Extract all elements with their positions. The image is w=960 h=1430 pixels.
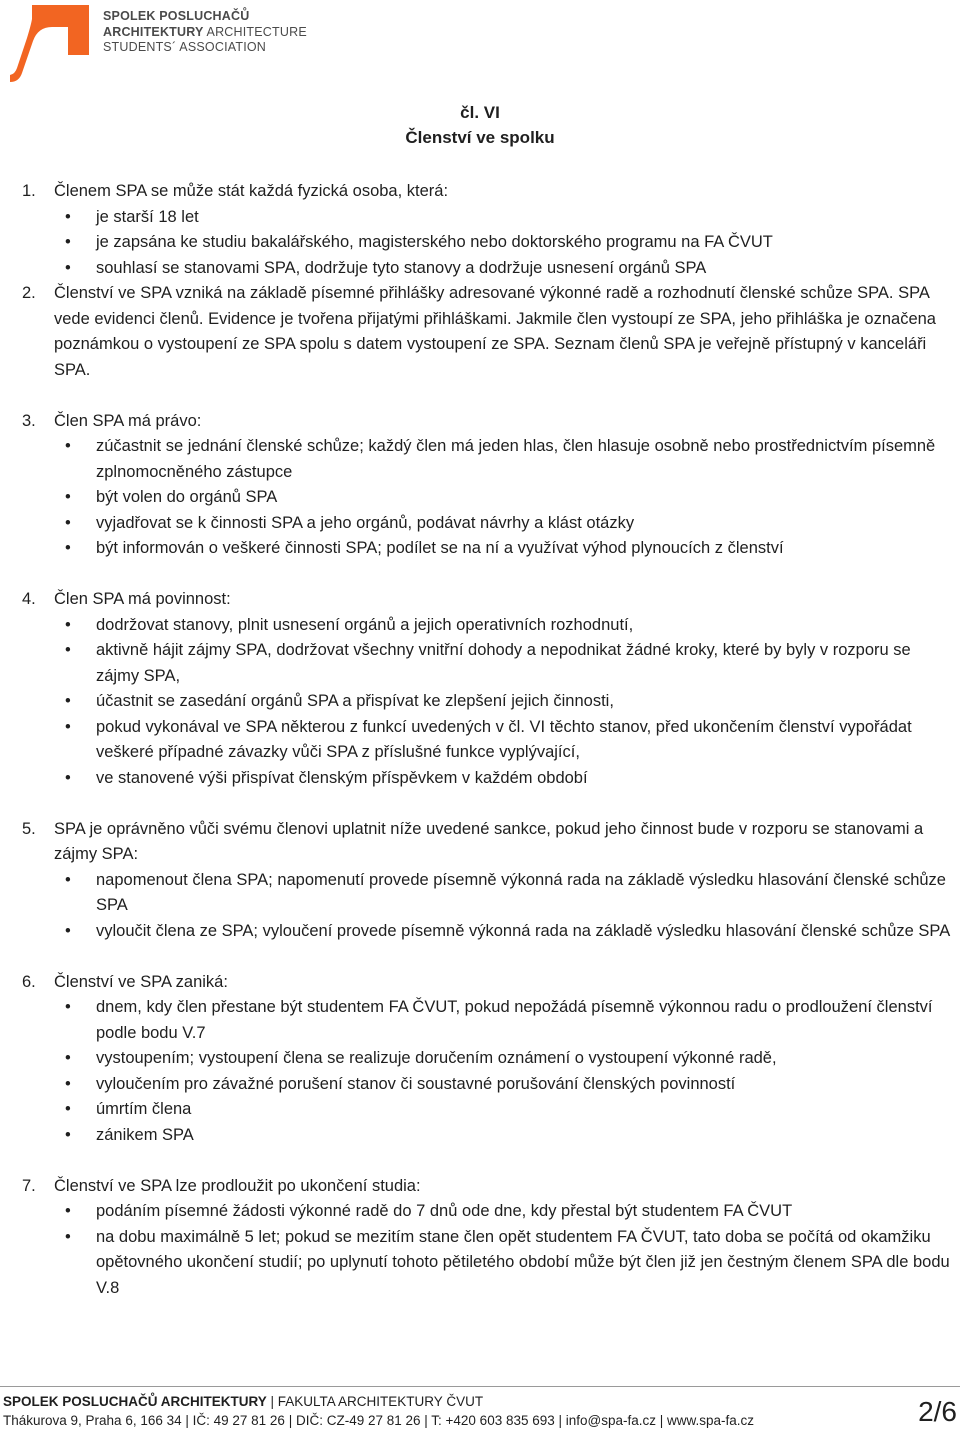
section-5 [22, 817, 957, 945]
logo-shape [10, 5, 89, 82]
section-text: Člen SPA má právo: [54, 411, 202, 430]
footer-divider [0, 1386, 960, 1387]
section-number: 3. [22, 411, 36, 430]
section-text: Členství ve SPA vzniká na základě písemné přihlášky adresované výkonné radě a rozhodnutí členské schůze SPA. SPA vede evidenci členů. Evidence je tvořena přijatými přihláškami. Jakmile člen vystoupí ze SPA, jeho přihláška je označena poznámkou o vystoupení ze SPA spolu s datem vystoupení ze SPA. Seznam členů SPA je veřejně přístupný v kanceláři SPA. [54, 284, 936, 379]
list-item: • na dobu maximálně 5 let; pokud se mezitím stane člen opět studentem FA ČVUT, tato doba se počítá od okamžiku opětovného ukončení studií; po uplynutí tohoto pětiletého období může být člen již jen čestným členem SPA dle bodu V.8 [96, 1225, 957, 1302]
section-text: Členství ve SPA lze prodloužit po ukončení studia: [54, 1176, 421, 1195]
org-line-3: STUDENTS´ ASSOCIATION [103, 40, 267, 54]
list-item: • zúčastnit se jednání členské schůze; každý člen má jeden hlas, člen hlasuje osobně nebo prostřednictvím písemně zplnomocněného zástupce [96, 434, 957, 485]
bullet-list [22, 1199, 957, 1301]
section-6 [22, 970, 957, 1149]
list-item: • je zapsána ke studiu bakalářského, magisterského nebo doktorského programu na FA ČVUT [96, 230, 957, 256]
section-3 [22, 409, 957, 562]
list-item: • aktivně hájit zájmy SPA, dodržovat všechny vnitřní dohody a nepodnikat žádné kroky, které by byly v rozporu se zájmy SPA, [96, 638, 957, 689]
section-number: 5. [22, 819, 36, 838]
spa-logo-icon [10, 5, 90, 83]
section-number: 6. [22, 972, 36, 991]
bullet-list [22, 995, 957, 1148]
list-item: • úmrtím člena [96, 1097, 957, 1123]
section-7 [22, 1174, 957, 1302]
section-number: 1. [22, 182, 36, 200]
list-item: • vystoupením; vystoupení člena se realizuje doručením oznámení o vystoupení výkonné radě, [96, 1046, 957, 1072]
section-text: Člen SPA má povinnost: [54, 590, 231, 608]
section-1 [22, 179, 957, 281]
list-item: • vyjadřovat se k činnosti SPA a jeho orgánů, podávat návrhy a klást otázky [96, 511, 957, 537]
list-item: • napomenout člena SPA; napomenutí provede písemně výkonná rada na základě výsledku hlasování členské schůze SPA [96, 868, 957, 919]
section-number: 4. [22, 590, 36, 608]
bullet-list [22, 613, 957, 792]
section-text: Členství ve SPA zaniká: [54, 972, 228, 991]
list-item: • vyloučením pro závažné porušení stanov či soustavné porušování členských povinností [96, 1072, 957, 1098]
page-number: 2/6 [918, 1396, 957, 1427]
section-2 [22, 281, 957, 383]
list-item: • vyloučit člena ze SPA; vyloučení provede písemně výkonná rada na základě výsledku hlasování členské schůze SPA [96, 919, 957, 945]
list-item: • souhlasí se stanovami SPA, dodržuje tyto stanovy a dodržuje usnesení orgánů SPA [96, 256, 957, 282]
section-number: 7. [22, 1176, 36, 1195]
list-item: • být informován o veškeré činnosti SPA; podílet se na ní a využívat výhod plynoucích z členství [96, 536, 957, 562]
article-title: Členství ve spolku [405, 128, 555, 147]
organization-name [103, 9, 307, 56]
bullet-list [22, 434, 957, 562]
org-line-1: SPOLEK POSLUCHAČŮ [103, 9, 250, 23]
list-item: • účastnit se zasedání orgánů SPA a přispívat ke zlepšení jejich činnosti, [96, 689, 957, 715]
bullet-list [22, 205, 957, 282]
list-item: • podáním písemné žádosti výkonné radě do 7 dnů ode dne, kdy přestal být studentem FA ČVUT [96, 1199, 957, 1225]
list-item: • dodržovat stanovy, plnit usnesení orgánů a jejich operativních rozhodnutí, [96, 613, 957, 639]
list-item: • dnem, kdy člen přestane být studentem FA ČVUT, pokud nepožádá písemně výkonnou radu o prodloužení členství podle bodu V.7 [96, 995, 957, 1046]
list-item: • pokud vykonával ve SPA některou z funkcí uvedených v čl. VI těchto stanov, před ukončením členství vypořádat veškeré případné závazky vůči SPA z příslušné funkce vyplývající, [96, 715, 957, 766]
list-item: • je starší 18 let [96, 205, 957, 231]
bullet-list [22, 868, 957, 945]
article-number: čl. VI [460, 103, 500, 122]
list-item: • být volen do orgánů SPA [96, 485, 957, 511]
footer-organization: SPOLEK POSLUCHAČŮ ARCHITEKTURY | FAKULTA ARCHITEKTURY ČVUT [3, 1394, 484, 1409]
footer-contact: Thákurova 9, Praha 6, 166 34 | IČ: 49 27 81 26 | DIČ: CZ-49 27 81 26 | T: +420 603 835 693 | info@spa-fa.cz | www.spa-fa.cz [3, 1413, 755, 1428]
section-text: SPA je oprávněno vůči svému členovi uplatnit níže uvedené sankce, pokud jeho činnost bude v rozporu se stanovami a zájmy SPA: [54, 819, 924, 863]
org-line-2: ARCHITEKTURY ARCHITECTURE [103, 24, 307, 39]
section-text: Členem SPA se může stát každá fyzická osoba, která: [54, 182, 449, 200]
section-number: 2. [22, 284, 36, 302]
list-item: • zánikem SPA [96, 1123, 957, 1149]
document-body [22, 179, 957, 1301]
section-4 [22, 587, 957, 791]
list-item: • ve stanovené výši přispívat členským příspěvkem v každém období [96, 766, 957, 792]
